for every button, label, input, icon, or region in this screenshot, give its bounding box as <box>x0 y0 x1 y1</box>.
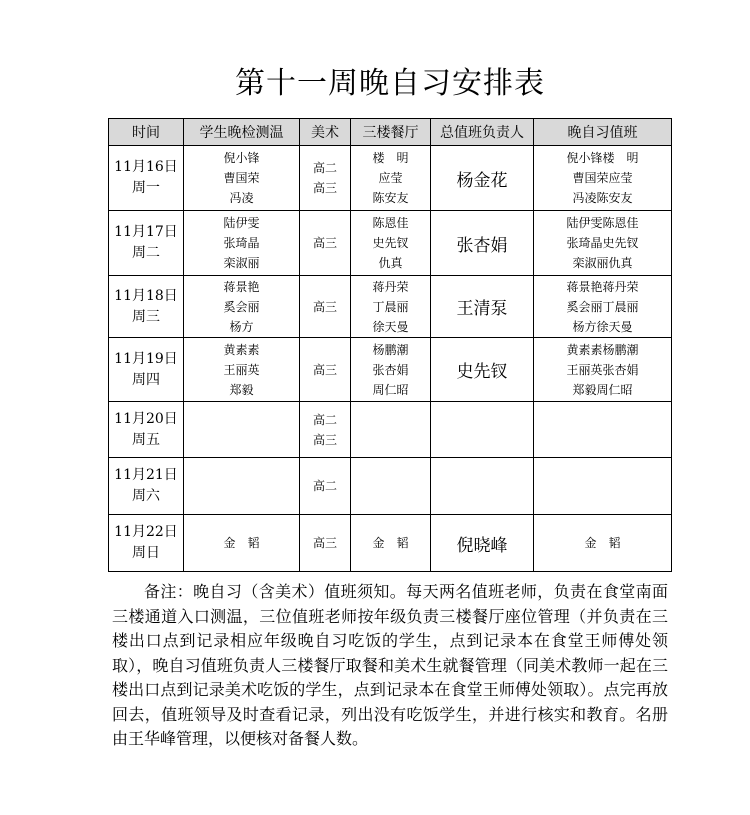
teacher-name: 杨鹏潮 <box>372 342 409 357</box>
duty-names: 奚会丽丁晨丽 <box>566 299 639 314</box>
canteen-cell <box>351 402 431 458</box>
art-cell <box>300 458 351 515</box>
teacher-name: 曹国荣 <box>223 171 260 185</box>
teacher-name: 奚会丽 <box>223 299 260 314</box>
teacher-name: 陈安友 <box>372 191 409 205</box>
duty-names: 栾淑丽仇真 <box>572 256 633 270</box>
duty-names: 蒋景艳蒋丹荣 <box>566 279 639 294</box>
weekday-text: 周一 <box>132 180 160 196</box>
teacher-name: 陆伊雯 <box>223 216 260 230</box>
teacher-name: 楼 明 <box>372 151 409 165</box>
teacher-name: 王丽英 <box>223 362 260 377</box>
canteen-cell <box>351 338 431 402</box>
grade-label: 高二 <box>312 412 337 427</box>
teacher-name: 陈恩佳 <box>372 216 409 230</box>
col-header-duty: 晚自习值班 <box>534 119 672 146</box>
temp-check-cell <box>184 211 300 276</box>
teacher-name: 倪小锋 <box>223 151 260 165</box>
teacher-name: 金 韬 <box>223 536 260 550</box>
teacher-name: 张杏娟 <box>372 362 409 377</box>
teacher-name: 史先钗 <box>372 236 409 250</box>
col-header-lead: 总值班负责人 <box>431 119 534 146</box>
teacher-name: 郑毅 <box>229 382 254 397</box>
date-text: 11月20日 <box>114 410 178 427</box>
table-header-row <box>109 119 672 146</box>
date-text: 11月18日 <box>114 287 178 304</box>
art-cell <box>300 515 351 572</box>
table-row <box>109 338 672 402</box>
temp-check-cell <box>184 338 300 402</box>
lead-cell <box>431 515 534 572</box>
col-header-time: 时间 <box>109 119 184 146</box>
teacher-name: 仇真 <box>378 256 403 270</box>
temp-check-cell <box>184 458 300 515</box>
duty-names: 倪小锋楼 明 <box>566 151 639 165</box>
weekday-text: 周五 <box>132 431 160 448</box>
art-cell <box>300 402 351 458</box>
col-header-canteen: 三楼餐厅 <box>351 119 431 146</box>
date-cell <box>109 146 184 211</box>
grade-label: 高三 <box>312 299 337 314</box>
duty-names: 王丽英张杏娟 <box>566 362 639 377</box>
lead-cell <box>431 338 534 402</box>
teacher-name: 徐天曼 <box>372 319 409 334</box>
date-text: 11月22日 <box>114 524 178 540</box>
weekday-text: 周二 <box>132 245 160 261</box>
date-text: 11月21日 <box>114 467 178 483</box>
grade-label: 高三 <box>312 236 337 250</box>
temp-check-cell <box>184 276 300 338</box>
teacher-name: 蒋景艳 <box>223 279 260 294</box>
teacher-name: 周仁昭 <box>372 382 409 397</box>
temp-check-cell <box>184 402 300 458</box>
lead-name: 王清泵 <box>456 299 508 319</box>
duty-cell <box>534 276 672 338</box>
art-cell <box>300 276 351 338</box>
lead-cell <box>431 276 534 338</box>
temp-check-cell <box>184 515 300 572</box>
lead-name: 张杏娟 <box>456 235 508 256</box>
weekday-text: 周六 <box>132 488 160 504</box>
col-header-temp-check: 学生晚检测温 <box>184 119 300 146</box>
duty-names: 张琦晶史先钗 <box>566 236 639 250</box>
grade-label: 高三 <box>312 536 337 550</box>
art-cell <box>300 211 351 276</box>
table-row <box>109 211 672 276</box>
table-row <box>109 146 672 211</box>
duty-cell <box>534 338 672 402</box>
table-row <box>109 402 672 458</box>
duty-names: 金 韬 <box>584 536 621 550</box>
duty-names: 杨方徐天曼 <box>572 319 633 334</box>
table-row <box>109 276 672 338</box>
table-row <box>109 458 672 515</box>
lead-cell <box>431 458 534 515</box>
date-text: 11月17日 <box>114 224 178 240</box>
lead-cell <box>431 211 534 276</box>
grade-label: 高二 <box>312 479 337 493</box>
date-text: 11月19日 <box>114 350 178 367</box>
weekday-text: 周三 <box>132 308 160 325</box>
grade-label: 高三 <box>312 432 337 447</box>
teacher-name: 张琦晶 <box>223 236 260 250</box>
date-cell <box>109 276 184 338</box>
canteen-cell <box>351 276 431 338</box>
grade-label: 高三 <box>312 362 337 377</box>
grade-label: 高三 <box>312 181 337 195</box>
teacher-name: 冯凌 <box>229 191 254 205</box>
col-header-art: 美术 <box>300 119 351 146</box>
art-cell <box>300 146 351 211</box>
lead-cell <box>431 146 534 211</box>
date-cell <box>109 515 184 572</box>
duty-cell <box>534 458 672 515</box>
lead-name: 史先钗 <box>456 362 508 382</box>
page-title: 第十一周晚自习安排表 <box>235 66 545 101</box>
teacher-name: 丁晨丽 <box>372 299 409 314</box>
lead-name: 倪晓峰 <box>456 535 508 556</box>
duty-cell <box>534 146 672 211</box>
teacher-name: 杨方 <box>229 319 254 334</box>
lead-name: 杨金花 <box>456 170 508 191</box>
duty-names: 黄素素杨鹏潮 <box>566 342 639 357</box>
duty-names: 曹国荣应莹 <box>572 171 633 185</box>
date-cell <box>109 402 184 458</box>
canteen-cell <box>351 458 431 515</box>
schedule-table <box>108 118 672 572</box>
date-cell <box>109 458 184 515</box>
duty-names: 郑毅周仁昭 <box>572 382 633 397</box>
grade-label: 高二 <box>312 161 337 175</box>
duty-cell <box>534 402 672 458</box>
teacher-name: 黄素素 <box>223 342 260 357</box>
duty-cell <box>534 515 672 572</box>
canteen-cell <box>351 211 431 276</box>
teacher-name: 金 韬 <box>372 536 409 550</box>
weekday-text: 周日 <box>132 545 160 561</box>
weekday-text: 周四 <box>132 371 160 388</box>
table-row <box>109 515 672 572</box>
date-text: 11月16日 <box>114 159 178 175</box>
teacher-name: 蒋丹荣 <box>372 279 409 294</box>
teacher-name: 栾淑丽 <box>223 256 260 270</box>
duty-names: 陆伊雯陈恩佳 <box>566 216 639 230</box>
canteen-cell <box>351 146 431 211</box>
remarks-note: 备注：晚自习（含美术）值班须知。每天两名值班老师，负责在食堂南面三楼通道入口测温，三位值班老师按年级负责三楼餐厅座位管理（并负责在三楼出口点到记录相应年级晚自习吃饭的学生，点到记录本在食堂王师傅处领取），晚自习值班负责人三楼餐厅取餐和美术生就餐管理（同美术教师一起在三楼出口点到记录美术吃饭的学生，点到记录本在食堂王师傅处领取）。点完再放回去，值班领导及时查看记录，列出没有吃饭学生，并进行核实和教育。名册由王华峰管理，以便核对备餐人数。 <box>112 582 668 748</box>
canteen-cell <box>351 515 431 572</box>
teacher-name: 应莹 <box>378 171 403 185</box>
lead-cell <box>431 402 534 458</box>
temp-check-cell <box>184 146 300 211</box>
art-cell <box>300 338 351 402</box>
date-cell <box>109 338 184 402</box>
duty-names: 冯凌陈安友 <box>572 191 633 205</box>
duty-cell <box>534 211 672 276</box>
date-cell <box>109 211 184 276</box>
